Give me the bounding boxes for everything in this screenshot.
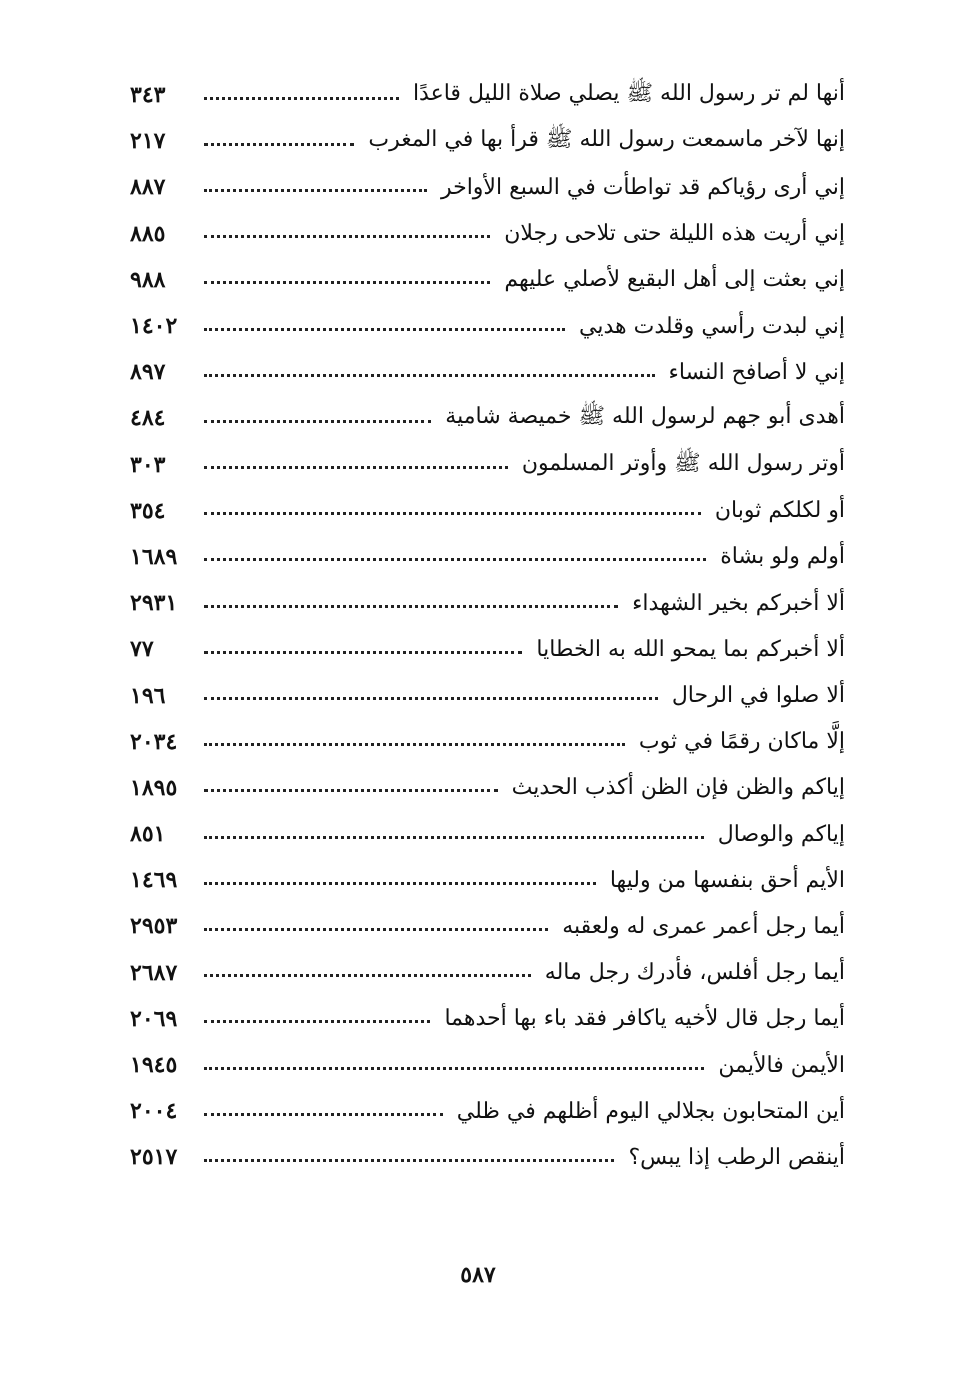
entry-text: ألا صلوا في الرحال xyxy=(671,683,845,709)
index-entry xyxy=(130,580,845,626)
dot-leader xyxy=(204,1018,430,1023)
entry-number: ١٤٦٩ xyxy=(130,867,178,894)
entry-text: أوتر رسول الله ﷺ وأوتر المسلمون xyxy=(521,450,845,476)
entry-number: ٧٧ xyxy=(130,636,154,663)
index-entry xyxy=(130,1042,845,1088)
index-entry xyxy=(130,442,845,488)
index-entry xyxy=(130,1134,845,1180)
index-entry xyxy=(130,534,845,580)
entry-number: ٤٨٤ xyxy=(130,405,166,432)
index-entry xyxy=(130,857,845,903)
index-entry xyxy=(130,118,845,164)
index-entry xyxy=(130,303,845,349)
entry-number: ٣٤٣ xyxy=(130,82,166,109)
dot-leader xyxy=(204,418,431,423)
index-entries-list xyxy=(130,72,845,1181)
index-entry xyxy=(130,903,845,949)
index-entry xyxy=(130,164,845,210)
index-entry xyxy=(130,811,845,857)
index-entry xyxy=(130,211,845,257)
dot-leader xyxy=(204,95,399,100)
entry-text: إني أرى رؤياكم قد تواطأت في السبع الأواخر xyxy=(440,174,845,200)
dot-leader xyxy=(204,1065,704,1070)
dot-leader xyxy=(204,510,701,515)
entry-number: ٢١٧ xyxy=(130,128,166,155)
entry-number: ٢٦٨٧ xyxy=(130,959,178,986)
dot-leader xyxy=(204,141,354,146)
index-entry xyxy=(130,257,845,303)
entry-text: الأيم أحق بنفسها من وليها xyxy=(609,867,845,893)
entry-number: ١٩٦ xyxy=(130,682,166,709)
index-entry xyxy=(130,72,845,118)
entry-number: ٨٨٥ xyxy=(130,220,166,247)
entry-number: ٢٩٣١ xyxy=(130,590,178,617)
dot-leader xyxy=(204,834,704,839)
dot-leader xyxy=(204,926,548,931)
index-entry xyxy=(130,719,845,765)
entry-text: إنها لآخر ماسمعت رسول الله ﷺ قرأ بها في المغرب xyxy=(368,127,845,153)
entry-number: ٨٨٧ xyxy=(130,174,166,201)
dot-leader xyxy=(204,880,596,885)
dot-leader xyxy=(204,464,508,469)
entry-number: ٢٠٣٤ xyxy=(130,728,178,755)
entry-number: ٢٠٠٤ xyxy=(130,1098,178,1125)
dot-leader xyxy=(204,787,498,792)
entry-number: ٢٩٥٣ xyxy=(130,913,178,940)
entry-number: ١٦٨٩ xyxy=(130,543,178,570)
entry-text: أولم ولو بشاة xyxy=(720,544,845,570)
index-entry xyxy=(130,395,845,441)
index-entry xyxy=(130,672,845,718)
entry-text: الأيمن فالأيمن xyxy=(718,1052,845,1078)
entry-number: ١٨٩٥ xyxy=(130,774,178,801)
entry-text: إني أريت هذه الليلة حتى تلاحى رجلان xyxy=(504,221,845,247)
index-entry xyxy=(130,626,845,672)
entry-text: إني لبدت رأسي وقلدت هديي xyxy=(579,313,845,339)
entry-text: أنها لم تر رسول الله ﷺ يصلي صلاة الليل قاعدًا xyxy=(412,81,845,107)
entry-text: أيما رجل أعمر عمرى له ولعقبه xyxy=(562,913,845,939)
entry-number: ٢٥١٧ xyxy=(130,1144,178,1171)
index-entry xyxy=(130,349,845,395)
entry-text: إياكم والظن فإن الظن أكذب الحديث xyxy=(511,775,845,801)
entry-text: أهدى أبو جهم لرسول الله ﷺ خميصة شامية xyxy=(445,404,845,430)
entry-text: ألا أخبركم بخير الشهداء xyxy=(632,590,845,616)
dot-leader xyxy=(204,326,565,331)
index-entry xyxy=(130,950,845,996)
entry-number: ١٩٤٥ xyxy=(130,1052,178,1079)
dot-leader xyxy=(204,972,531,977)
entry-text: أو لكلكم ثوبان xyxy=(714,498,845,524)
dot-leader xyxy=(204,1111,443,1116)
dot-leader xyxy=(204,1157,614,1162)
dot-leader xyxy=(204,279,490,284)
dot-leader xyxy=(204,741,625,746)
dot-leader xyxy=(204,695,658,700)
index-entry xyxy=(130,996,845,1042)
index-entry xyxy=(130,1088,845,1134)
entry-text: أيما رجل قال لأخيه ياكافر فقد باء بها أحدهما xyxy=(444,1006,845,1032)
entry-number: ٨٥١ xyxy=(130,821,166,848)
entry-text: ألا أخبركم بما يمحو الله به الخطايا xyxy=(536,636,845,662)
entry-text: إلَّا ماكان رقمًا في ثوب xyxy=(638,729,845,755)
entry-number: ٩٨٨ xyxy=(130,266,166,293)
entry-number: ٣٥٤ xyxy=(130,497,166,524)
dot-leader xyxy=(204,649,522,654)
dot-leader xyxy=(204,372,655,377)
dot-leader xyxy=(204,556,706,561)
page-number: ٥٨٧ xyxy=(460,1262,496,1288)
index-entry xyxy=(130,765,845,811)
entry-number: ٣٠٣ xyxy=(130,451,166,478)
entry-number: ١٤٠٢ xyxy=(130,313,178,340)
entry-text: إياكم والوصال xyxy=(717,821,845,847)
entry-text: أيما رجل أفلس، فأدرك رجل ماله xyxy=(544,960,845,986)
entry-text: إني بعثت إلى أهل البقيع لأصلي عليهم xyxy=(504,267,845,293)
entry-text: إني لا أصافح النساء xyxy=(668,359,845,385)
entry-number: ٨٩٧ xyxy=(130,359,166,386)
entry-text: أين المتحابون بجلالي اليوم أظلهم في ظلي xyxy=(456,1098,845,1124)
dot-leader xyxy=(204,233,490,238)
index-entry xyxy=(130,488,845,534)
dot-leader xyxy=(204,603,618,608)
entry-text: أينقص الرطب إذا يبس؟ xyxy=(628,1144,845,1170)
dot-leader xyxy=(204,187,427,192)
entry-number: ٢٠٦٩ xyxy=(130,1005,178,1032)
